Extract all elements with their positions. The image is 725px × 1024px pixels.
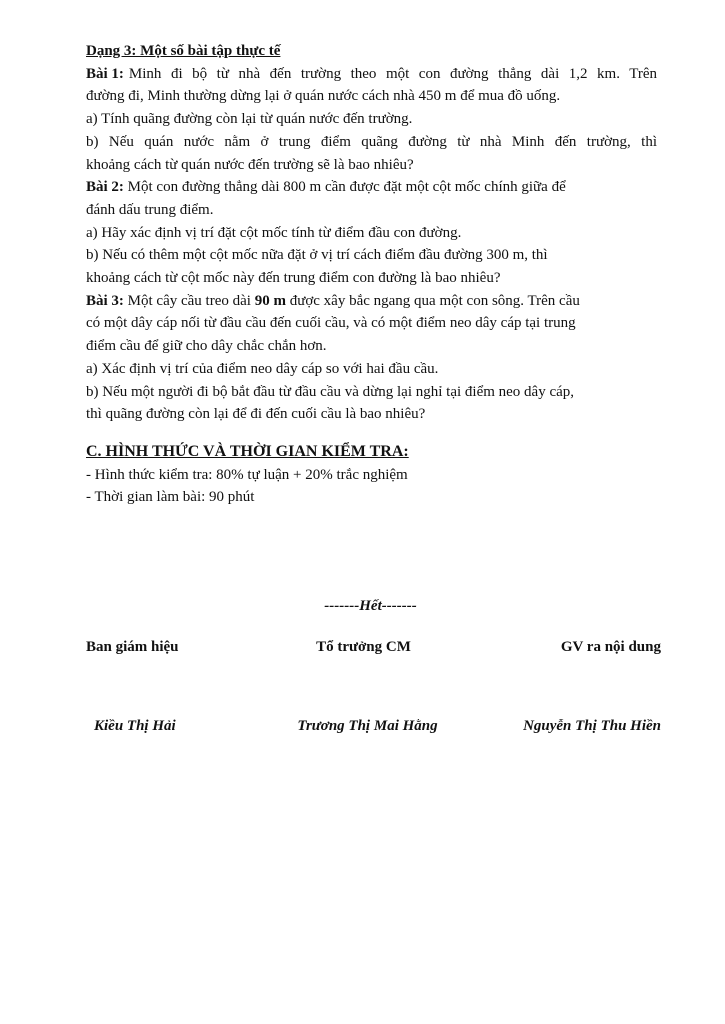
section-c-title: C. HÌNH THỨC VÀ THỜI GIAN KIỂM TRA:	[86, 442, 409, 460]
signature-name-head: Trương Thị Mai Hằng	[297, 718, 438, 734]
bai-3-label: Bài 3:	[86, 292, 124, 309]
bai-2-question-b-line-1: b) Nếu có thêm một cột mốc nữa đặt ở vị trí cách điểm đầu đường 300 m, thì	[86, 247, 548, 264]
bai-3-question-a: a) Xác định vị trí của điểm neo dây cáp so với hai đầu cầu.	[86, 360, 439, 377]
bai-3-line-1	[86, 290, 657, 313]
signature-titles	[86, 636, 661, 659]
bai-1-line-1	[86, 63, 657, 86]
bai-3-line-1-post: được xây bắc ngang qua một con sông. Trên cầu	[289, 292, 580, 309]
exam-time: - Thời gian làm bài: 90 phút	[86, 489, 255, 506]
bai-2-line-1-text: Một con đường thẳng dài 800 m cần được đặt một cột mốc chính giữa để	[127, 179, 566, 196]
bai-1-line-1-text: Minh đi bộ từ nhà đến trường theo một con đường thẳng dài 1,2 km. Trên	[128, 65, 657, 82]
bai-3-question-b-line-1: b) Nếu một người đi bộ bắt đầu từ đầu cầu và dừng lại nghỉ tại điểm neo dây cáp,	[86, 383, 575, 400]
bai-2-line-1	[86, 176, 657, 199]
exam-form: - Hình thức kiểm tra: 80% tự luận + 20% trắc nghiệm	[86, 466, 408, 483]
bai-1-question-a: a) Tính quãng đường còn lại từ quán nước đến trường.	[86, 111, 413, 128]
bai-1-label: Bài 1:	[86, 65, 124, 82]
signature-name-principal: Kiều Thị Hải	[94, 718, 176, 734]
bai-2-question-b-line-2: khoảng cách từ cột mốc này đến trung điểm con đường là bao nhiêu?	[86, 270, 501, 287]
bai-1-line-2: đường đi, Minh thường dừng lại ở quán nước cách nhà 450 m để mua đồ uống.	[86, 88, 561, 105]
signature-name-teacher: Nguyễn Thị Thu Hiền	[523, 718, 661, 734]
bai-1-question-b-line-1: b) Nếu quán nước nằm ở trung điểm quãng đường từ nhà Minh đến trường, thì	[86, 133, 657, 150]
signature-names	[86, 715, 661, 738]
bai-3-line-1-pre: Một cây cầu treo dài	[127, 292, 251, 309]
bai-2-label: Bài 2:	[86, 179, 124, 196]
bai-2-question-a: a) Hãy xác định vị trí đặt cột mốc tính từ điểm đầu con đường.	[86, 224, 462, 241]
bai-2-line-2: đánh dấu trung điểm.	[86, 201, 214, 218]
bai-3-length: 90 m	[254, 292, 286, 309]
end-mark: -------Hết-------	[324, 598, 417, 614]
signature-title-head: Tổ trưởng CM	[316, 639, 411, 655]
bai-3-line-3: điểm cầu để giữ cho dây chắc chắn hơn.	[86, 338, 327, 355]
bai-1-question-b-line-2: khoảng cách từ quán nước đến trường sẽ là bao nhiêu?	[86, 156, 414, 173]
bai-3-line-2: có một dây cáp nối từ đầu cầu đến cuối cầu, và có một điểm neo dây cáp tại trung	[86, 315, 576, 332]
signature-title-teacher: GV ra nội dung	[560, 639, 661, 655]
section-3-title: Dạng 3: Một số bài tập thực tế	[86, 43, 281, 59]
bai-3-question-b-line-2: thì quãng đường còn lại để đi đến cuối cầu là bao nhiêu?	[86, 406, 426, 423]
signature-title-principal: Ban giám hiệu	[86, 639, 179, 655]
